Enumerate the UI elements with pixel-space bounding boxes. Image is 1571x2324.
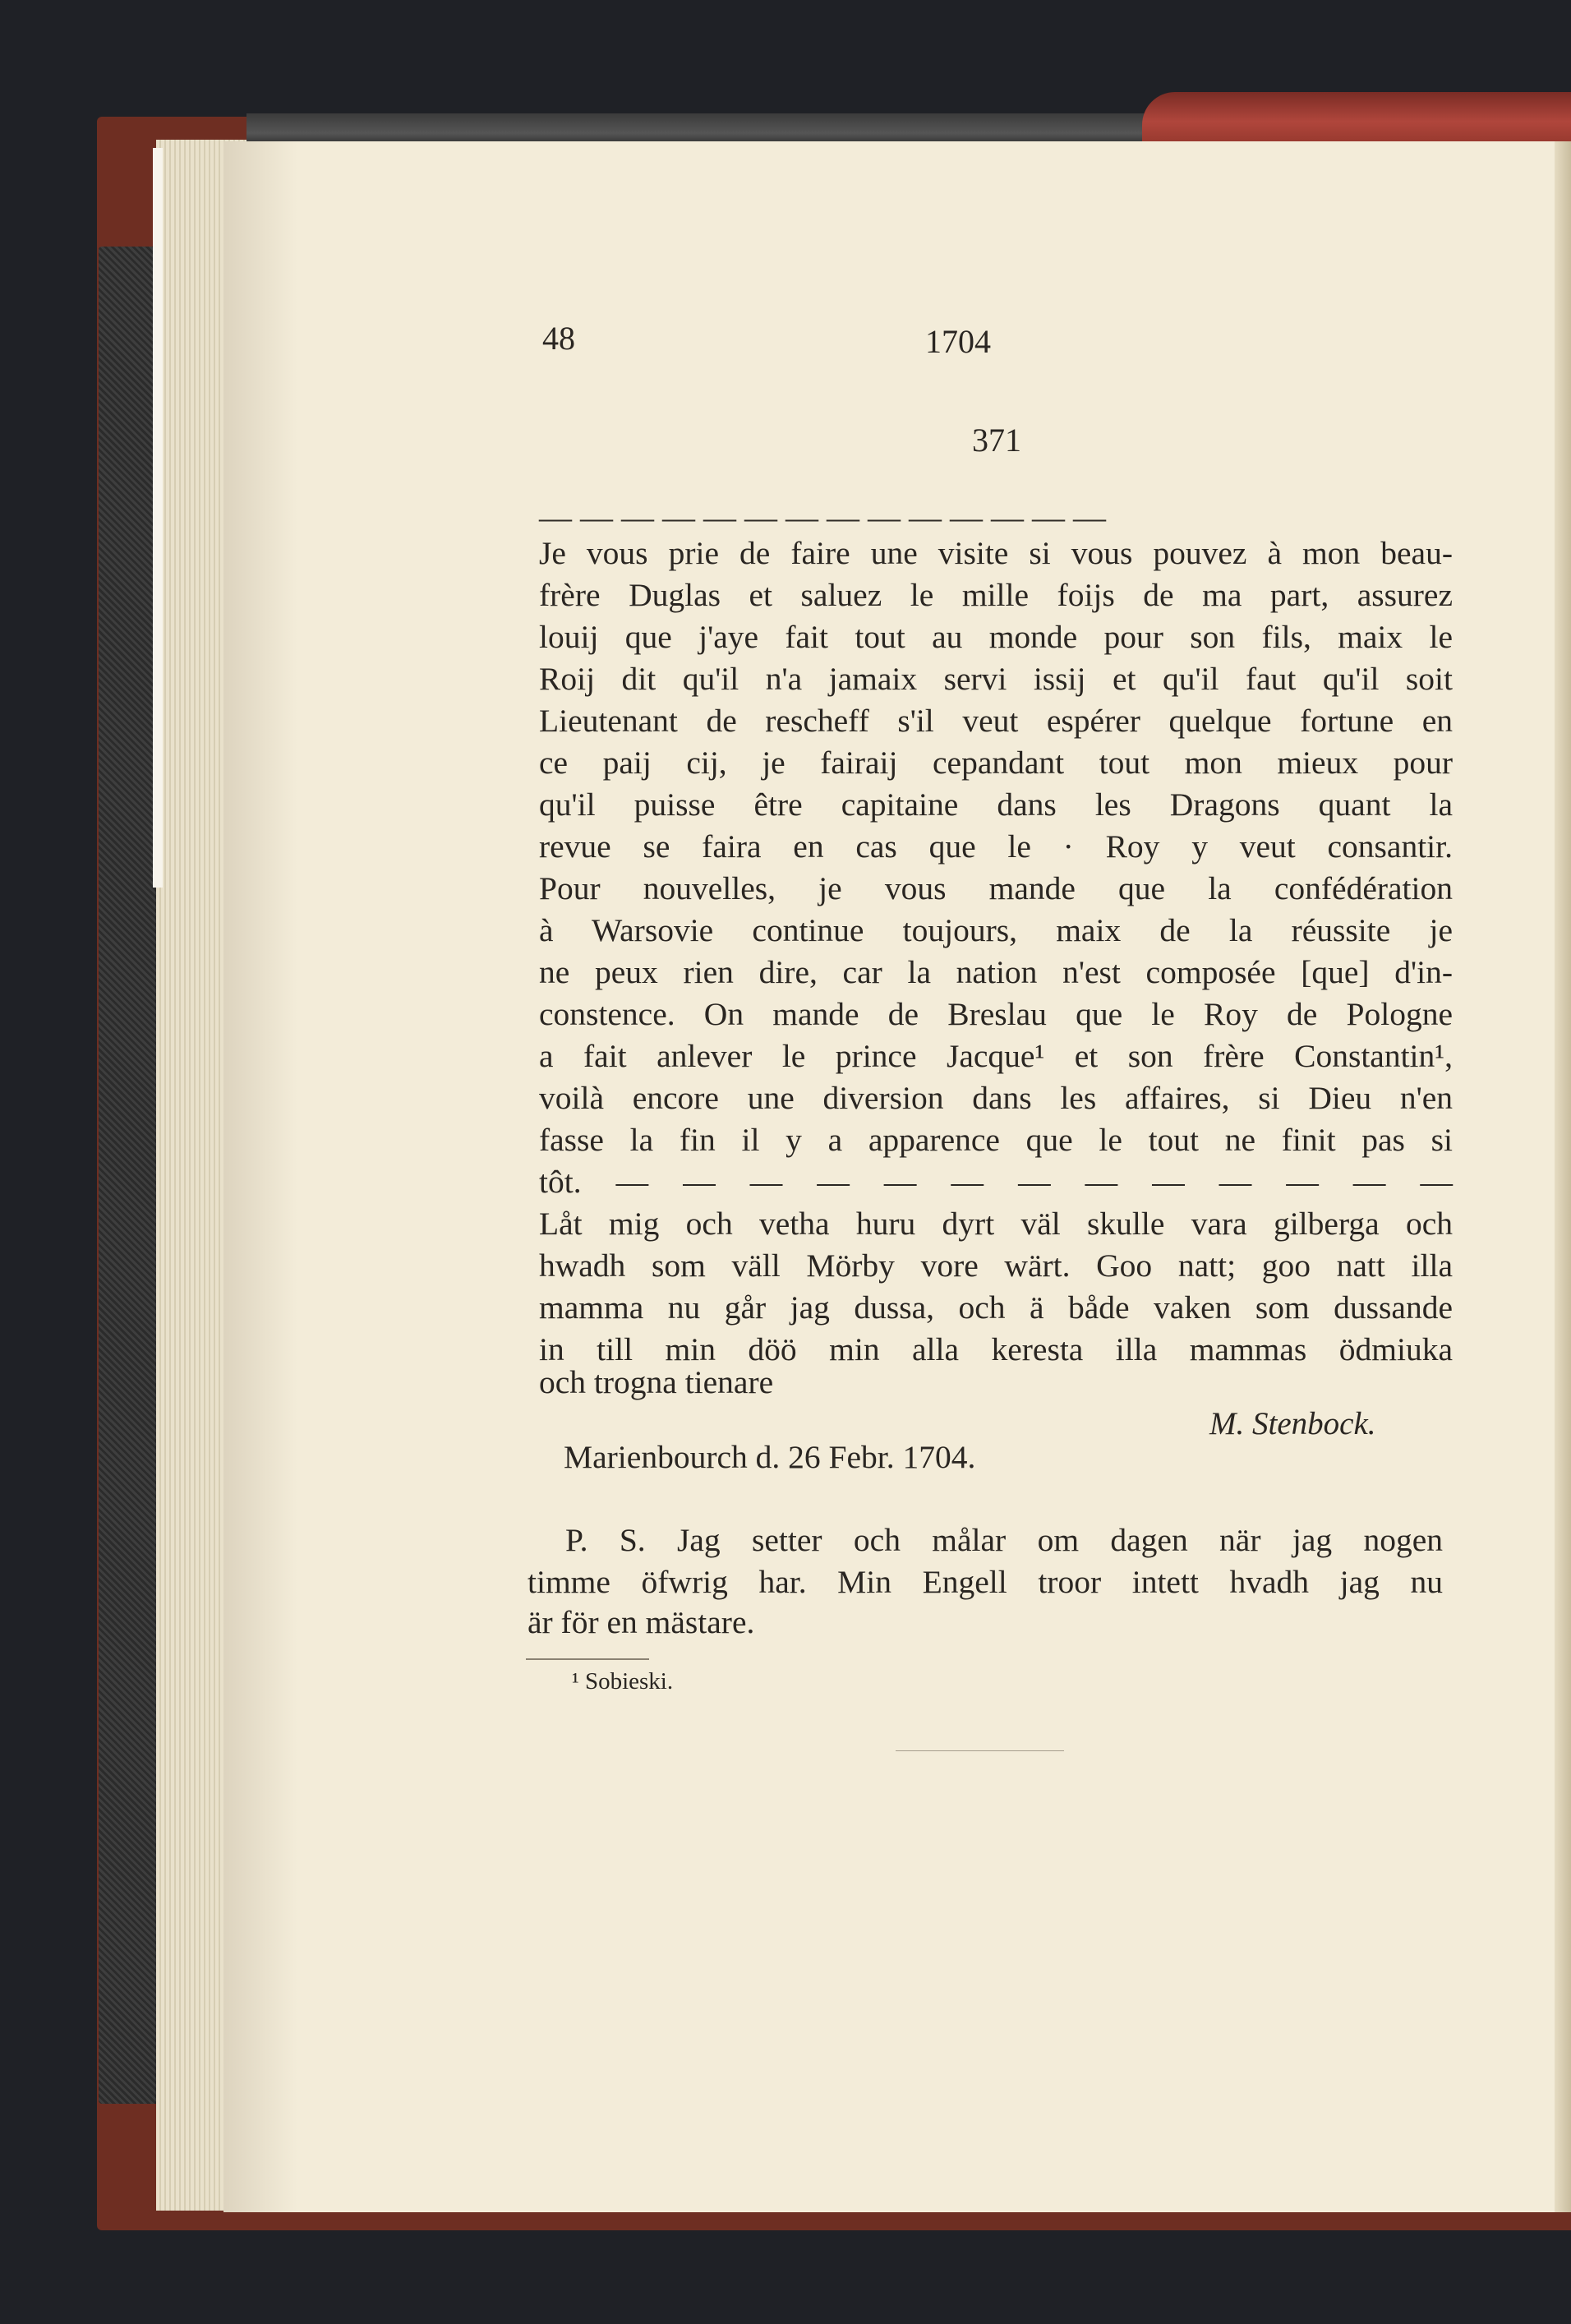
text-line: constence. On mande de Breslau que le Roy de Pologne xyxy=(539,996,1453,1032)
text-line: Roij dit qu'il n'a jamaix servi issij et qu'il faut qu'il soit xyxy=(539,661,1453,697)
text-line: frère Duglas et saluez le mille foijs de ma part, assurez xyxy=(539,577,1453,613)
text-line: Je vous prie de faire une visite si vous pouvez à mon beau- xyxy=(539,535,1453,571)
text-line: louij que j'aye fait tout au monde pour son fils, maix le xyxy=(539,619,1453,655)
text-line: ce paij cij, je fairaij cepandant tout mon mieux pour xyxy=(539,745,1453,781)
text-line: och trogna tienare xyxy=(539,1364,774,1400)
text-line: tôt. — — — — — — — — — — — — — xyxy=(539,1164,1453,1200)
text-line: mamma nu går jag dussa, och ä både vaken som dussande xyxy=(539,1289,1453,1326)
flyleaf xyxy=(153,148,163,888)
page-number: 48 xyxy=(542,320,575,357)
running-header: 1704 xyxy=(925,323,991,360)
ps-line: P. S. Jag setter och målar om dagen när jag nogen xyxy=(565,1522,1443,1558)
text-line: hwadh som väll Mörby vore wärt. Goo natt; goo natt illa xyxy=(539,1247,1453,1284)
footnote-rule xyxy=(526,1658,649,1660)
letter-number: 371 xyxy=(972,422,1021,459)
end-rule xyxy=(896,1750,1064,1751)
text-line: Låt mig och vetha huru dyrt väl skulle vara gilberga och xyxy=(539,1206,1453,1242)
text-line: revue se faira en cas que le · Roy y veut consantir. xyxy=(539,828,1453,865)
text-line: a fait anlever le prince Jacque¹ et son frère Constantin¹, xyxy=(539,1038,1453,1074)
text-line: fasse la fin il y a apparence que le tout ne finit pas si xyxy=(539,1122,1453,1158)
text-line: ne peux rien dire, car la nation n'est composée [que] d'in- xyxy=(539,954,1453,990)
signature: M. Stenbock. xyxy=(1209,1406,1376,1441)
text-line: qu'il puisse être capitaine dans les Dragons quant la xyxy=(539,786,1453,823)
footnote: ¹ Sobieski. xyxy=(572,1668,674,1695)
dateline: Marienbourch d. 26 Febr. 1704. xyxy=(564,1439,976,1475)
text-line: in till min döö min alla keresta illa mammas ödmiuka xyxy=(539,1331,1453,1367)
page-right-edge xyxy=(1555,141,1571,2212)
ps-line: timme öfwrig har. Min Engell troor intett hvadh jag nu xyxy=(528,1564,1443,1600)
text-line: voilà encore une diversion dans les affaires, si Dieu n'en xyxy=(539,1080,1453,1116)
text-line: Pour nouvelles, je vous mande que la confédération xyxy=(539,870,1453,906)
separator-dashes: — — — — — — — — — — — — — — xyxy=(539,499,1106,536)
text-line: à Warsovie continue toujours, maix de la réussite je xyxy=(539,912,1453,948)
text-line: Lieutenant de rescheff s'il veut espérer quelque fortune en xyxy=(539,703,1453,739)
ps-line: är för en mästare. xyxy=(528,1604,755,1640)
